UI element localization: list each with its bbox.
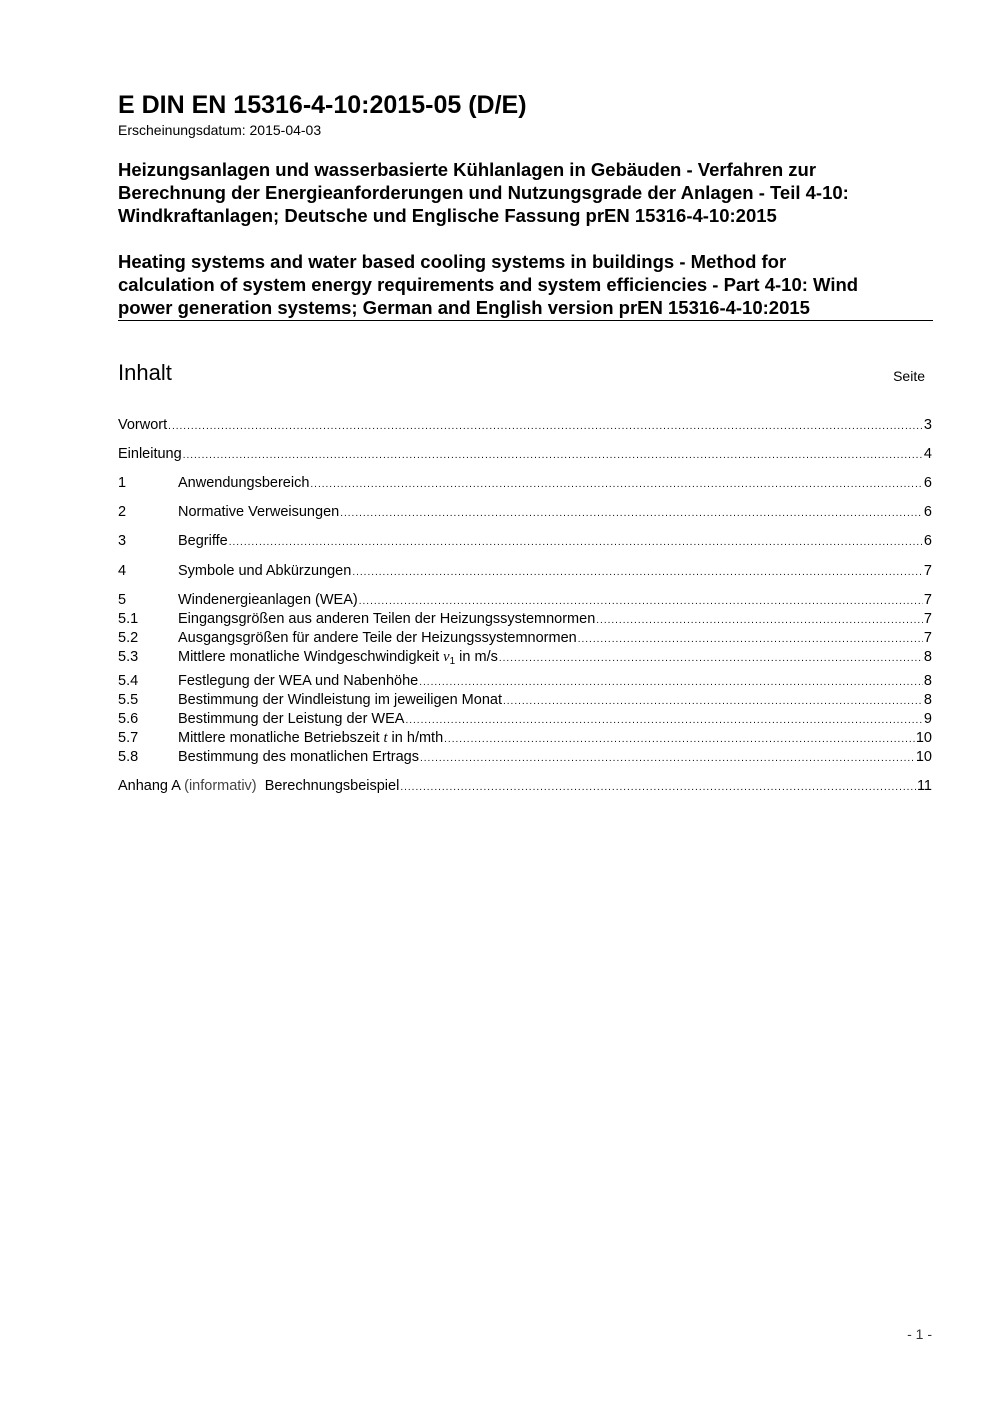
toc-entry-5-6[interactable] [118,711,932,730]
toc-entry-number: 5.6 [118,711,139,727]
toc-entry-text [118,778,399,794]
toc-entry-text-post: in m/s [455,649,498,665]
toc-entry-text-pre: Mittlere monatliche Windgeschwindigkeit [178,649,444,665]
toc-entry-text: Eingangsgrößen aus anderen Teilen der Heizungssystemnormen [178,611,596,627]
toc-entry-einleitung[interactable] [118,446,932,465]
publication-date: Erscheinungsdatum: 2015-04-03 [118,122,322,138]
velocity-subscript: 1 [449,656,456,667]
toc-entry-text [178,649,498,667]
toc-entry-text-post: in h/mth [387,730,444,746]
toc-page-label: Seite [893,368,925,384]
toc-entry-text: Bestimmung der Leistung der WEA [178,711,405,727]
german-title-line: Berechnung der Energieanforderungen und Nutzungsgrade der Anlagen - Teil 4-10: [118,182,849,203]
leader-dots [578,634,923,645]
toc-entry-text: Einleitung [118,446,182,462]
leader-dots [359,596,923,607]
toc-entry-number: 5.7 [118,730,139,746]
toc-entry-page: 6 [923,475,932,491]
toc-entry-number: 3 [118,533,127,549]
toc-entry-5-4[interactable] [118,673,932,692]
annex-title: Berechnungsbeispiel [256,778,400,794]
toc-entry-text: Ausgangsgrößen für andere Teile der Heizungssystemnormen [178,630,577,646]
leader-dots [400,782,916,793]
leader-dots [419,677,923,688]
english-title [118,250,933,319]
toc-entry-page: 8 [923,649,932,665]
leader-dots [183,450,923,461]
leader-dots [420,753,915,764]
toc-entry-5-5[interactable] [118,692,932,711]
toc-entry-page: 3 [923,417,932,433]
title-divider [118,320,933,321]
leader-dots [340,508,923,519]
leader-dots [503,696,923,707]
toc-entry-page: 6 [923,533,932,549]
english-title-line: power generation systems; German and English version prEN 15316-4-10:2015 [118,297,810,318]
toc-entry-5-7[interactable] [118,730,932,749]
toc-entry-page: 6 [923,504,932,520]
toc-entry-page: 7 [923,592,932,608]
leader-dots [352,567,923,578]
toc-entry-text: Begriffe [178,533,228,549]
german-title-line: Windkraftanlagen; Deutsche und Englische Fassung prEN 15316-4-10:2015 [118,205,777,226]
english-title-line: calculation of system energy requirements and system efficiencies - Part 4-10: Wind [118,274,859,295]
leader-dots [499,653,923,664]
toc-entry-number: 5.3 [118,649,139,665]
toc-entry-text: Bestimmung des monatlichen Ertrags [178,749,419,765]
toc-entry-number: 1 [118,475,127,491]
toc-entry-vorwort[interactable] [118,417,932,436]
leader-dots [596,615,923,626]
page-number: - 1 - [907,1326,932,1342]
toc-entry-page: 8 [923,673,932,689]
toc-entry-text: Windenergieanlagen (WEA) [178,592,358,608]
toc-entry-5[interactable] [118,592,932,611]
time-symbol: t [383,730,388,746]
toc-entry-page: 8 [923,692,932,708]
toc-entry-text-pre: Mittlere monatliche Betriebszeit [178,730,384,746]
toc-entry-number: 5 [118,592,127,608]
toc-entry-page: 7 [923,563,932,579]
toc-entry-text [178,730,443,747]
leader-dots [405,715,922,726]
toc-entry-page: 10 [915,749,932,765]
leader-dots [310,479,923,490]
toc-entry-3[interactable] [118,533,932,552]
english-title-line: Heating systems and water based cooling systems in buildings - Method for [118,251,787,272]
german-title-line: Heizungsanlagen und wasserbasierte Kühlanlagen in Gebäuden - Verfahren zur [118,159,817,180]
toc-entry-number: 5.4 [118,673,139,689]
toc-entry-page: 7 [923,611,932,627]
toc-entry-page: 7 [923,630,932,646]
toc-entry-text: Normative Verweisungen [178,504,340,520]
toc-entry-2[interactable] [118,504,932,523]
toc-entry-anhang-a[interactable] [118,778,932,797]
toc-entry-number: 4 [118,563,127,579]
german-title [118,158,933,227]
document-id: E DIN EN 15316-4-10:2015-05 (D/E) [118,91,527,119]
toc-entry-text: Anwendungsbereich [178,475,310,491]
leader-dots [168,421,923,432]
toc-entry-text: Symbole und Abkürzungen [178,563,352,579]
toc-entry-text: Festlegung der WEA und Nabenhöhe [178,673,419,689]
toc-entry-text: Vorwort [118,417,168,433]
toc-entry-number: 2 [118,504,127,520]
annex-label: Anhang A [118,778,185,794]
toc-entry-number: 5.8 [118,749,139,765]
toc-entry-number: 5.2 [118,630,139,646]
toc-entry-page: 9 [923,711,932,727]
leader-dots [229,537,923,548]
velocity-symbol: v [443,649,450,665]
toc-entry-number: 5.5 [118,692,139,708]
leader-dots [444,734,915,745]
toc-entry-5-2[interactable] [118,630,932,649]
toc-entry-text: Bestimmung der Windleistung im jeweiligen Monat [178,692,502,708]
toc-entry-page: 10 [915,730,932,746]
toc-entry-5-3[interactable] [118,649,932,668]
annex-note: (informativ) [184,778,257,794]
toc-entry-5-1[interactable] [118,611,932,630]
toc-entry-page: 11 [916,778,932,794]
toc-entry-number: 5.1 [118,611,139,627]
toc-heading: Inhalt [118,360,172,385]
toc-entry-4[interactable] [118,563,932,582]
toc-entry-5-8[interactable] [118,749,932,768]
toc-entry-page: 4 [923,446,932,462]
toc-entry-1[interactable] [118,475,932,494]
